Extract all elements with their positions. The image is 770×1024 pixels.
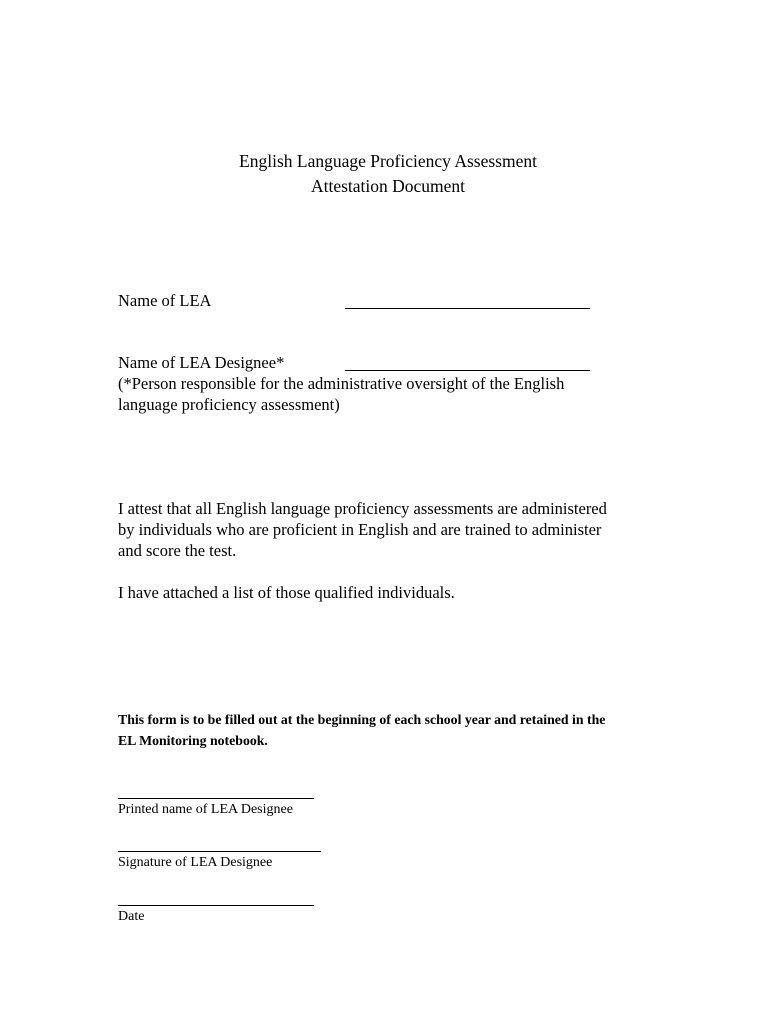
lea-designee-label: Name of LEA Designee* xyxy=(118,353,285,372)
designee-footnote-line-2: language proficiency assessment) xyxy=(118,395,340,414)
designee-footnote xyxy=(118,373,618,415)
document-title xyxy=(0,149,770,199)
date-blank[interactable] xyxy=(118,905,314,906)
lea-name-label: Name of LEA xyxy=(118,291,212,310)
document-title-line-1: English Language Proficiency Assessment xyxy=(239,151,537,171)
signature-label: Signature of LEA Designee xyxy=(118,855,273,870)
retention-instruction-line-1: This form is to be filled out at the beginning of each school year and retained in the xyxy=(118,712,606,727)
lea-designee-blank[interactable] xyxy=(345,370,590,371)
attached-list-statement xyxy=(118,582,658,603)
retention-instruction xyxy=(118,709,663,751)
attestation-line-2: by individuals who are proficient in English and are trained to administer xyxy=(118,520,602,539)
document-title-line-2: Attestation Document xyxy=(310,176,466,196)
attached-list-text: I have attached a list of those qualified individuals. xyxy=(118,583,455,602)
designee-footnote-line-1: (*Person responsible for the administrative oversight of the English xyxy=(118,374,565,393)
attestation-line-3: and score the test. xyxy=(118,541,237,560)
signature-blank[interactable] xyxy=(118,851,321,852)
attestation-line-1: I attest that all English language proficiency assessments are administered xyxy=(118,499,607,518)
printed-name-label: Printed name of LEA Designee xyxy=(118,802,293,817)
date-label: Date xyxy=(118,909,145,924)
lea-name-blank[interactable] xyxy=(345,308,590,309)
retention-instruction-line-2: EL Monitoring notebook. xyxy=(118,733,268,748)
attestation-statement xyxy=(118,498,658,561)
printed-name-blank[interactable] xyxy=(118,798,314,799)
